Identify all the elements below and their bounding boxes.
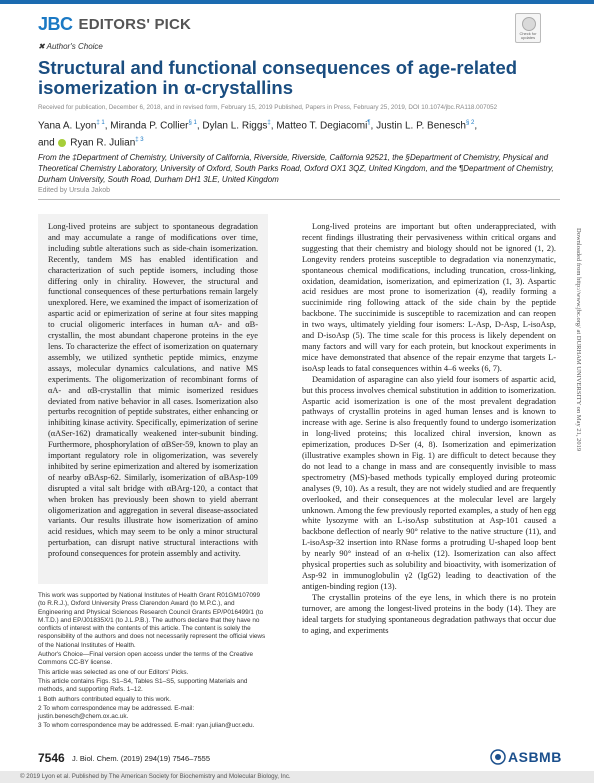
badge-caption: Check for updates [519,31,537,40]
divider [38,199,560,200]
journal-citation: J. Biol. Chem. (2019) 294(19) 7546–7555 [72,754,211,763]
asbmb-logo-icon [490,749,506,765]
supplementary-note[interactable]: This article contains Figs. S1–S4, Tables S1–S5, supporting Materials and methods, and supporting Refs. 1–12. [38,677,248,694]
update-icon [522,17,536,31]
journal-logo: JBC [38,14,73,34]
orcid-icon[interactable] [58,139,66,147]
received-dates: Received for publication, December 6, 2018, and in revised form, February 15, 2019 Published, Papers in Press, February 25, 2019, DOI 10.1074/jbc.RA118.007052 [38,104,498,111]
body-text [302,222,556,636]
body-paragraph: Deamidation of asparagine can also yield four isomers of aspartic acid, but this process involves chemical substitution in addition to isomerization. Aspartic acid isomerization is one of the most prevalent degradation pathways of crystallin proteins in aged human lenses and is known to increase with age. Serine is also frequently found to undergo isomerization in long-lived proteins; this localized chiral inversion, known as epimerization, produces D-Ser (4, 8). Isomerization and epimerization (illustrative examples shown in Fig. 1) are difficult to detect because they do not lead to a change in mass and are consequently invisible to mass spectrometry (MS)-based methods typically employed during proteomic analyses (9, 10). As a result, they are not widely studied and are frequently overlooked, and their consequences at the molecular level are largely unknown. Among the few previously reported examples, a study of hen egg white lysozyme with an L-isoAsp substitution at Asp-101 caused a backbone deflection of nearly 90° relative to the native structure (11), and L-isoAsp-32 insertion into RNase forms a protruding U-shaped loop bent by nearly 90° instead of an α-helix (12). Isomerization can also affect physical properties such as solubility and bioactivity, with isomerization of Asp-92 in immunoglobulin γ2 (IgG2) leading to deactivation of the antigen-binding region (13). [302,374,556,591]
copyright-bar [0,771,594,783]
body-paragraph: The crystallin proteins of the eye lens, in which there is no protein turnover, are among the longest-lived proteins in the body (14). They are ideal targets for studying spontaneous degradation pathways that occur due to aging, and experiments [302,592,556,635]
publisher-logo: ASBMB [508,749,562,765]
article-title: Structural and functional consequences of age-related isomerization in α-crystallins [38,57,518,98]
author-name[interactable]: Ryan R. Julian [70,137,136,149]
author-name[interactable]: Matteo T. Degiacomi [276,120,368,132]
body-paragraph: Long-lived proteins are important but often underappreciated, with recent findings illustrating their pervasiveness within critical organs and suggesting that their chemistry and biology should not be ignored (1, 2). Longevity renders proteins susceptible to degradation via nonenzymatic, spontaneous chemical modifications, including truncation, cross-linking, oxidation, deamidation, isomerization, and epimerization (1, 3). Aspartic acid residues are most prone to isomerization (4), readily forming a succinimide ring following attack of the side chain by the peptide backbone. The succinimide is susceptible to racemization and can reopen in two ways, ultimately yielding four isomers: L-Asp, D-Asp, L-isoAsp, and D-isoAsp (5). The time scale for this process is likely dependent on many factors and will vary for each protein, but knockout experiments in mice have demonstrated that absence of the repair enzyme that targets L-isoAsp leads to fatal consequences within 4–6 weeks (6, 7). [302,222,556,373]
author-name[interactable]: Dylan L. Riggs [202,120,268,132]
author-name[interactable]: Yana A. Lyon [38,120,97,132]
top-accent-bar [0,0,594,4]
abstract-box [38,214,268,584]
author-choice-note: Author's Choice—Final version open access under the terms of the Creative Commons CC-BY license. [38,651,254,667]
copyright-text: © 2019 Lyon et al. Published by The American Society for Biochemistry and Molecular Biology, Inc. [20,773,291,780]
journal-header [38,14,191,35]
section-label: EDITORS' PICK [78,16,192,33]
open-access-icon: ✖ [38,42,47,51]
author-name[interactable]: Justin L. P. Benesch [376,120,466,132]
check-for-updates-badge[interactable] [515,13,541,43]
author-name[interactable]: Miranda P. Collier [110,120,189,132]
download-notice[interactable]: Downloaded from http://www.jbc.org/ at DURHAM UNIVERSITY on May 21, 2019 [575,228,582,452]
footnotes [38,592,268,732]
footnote-3[interactable]: 3 To whom correspondence may be addressed. E-mail: ryan.julian@ucr.edu. [38,722,255,730]
author-list: Yana A. Lyon$^{\ddagger 1}$, Miranda P. Collier$^{\S 1}$, Dylan L. Riggs‡, Matteo T. Degiacomi¶, Justin L. P. Benesch$^{\S 2}$, and Ryan R. Julian$^{\ddagger 3}$ [38,120,478,149]
abstract-text: Long-lived proteins are subject to spontaneous degradation and may accumulate a range of modifications over time, including subtle alterations such as side-chain isomerization. Recently, tandem MS has enabled identification and characterization of such peptide isomers, including those differing only in chirality. However, the structural and functional consequences of these perturbations remain largely unexplored. Here, we examined the impact of isomerization of aspartic acid or epimerization of serine at four sites mapping to crucial oligomeric interfaces in human αA- and αB-crystallin, the most abundant chaperone proteins in the eye lens. To characterize the effect of isomerization on quaternary assembly, we utilized synthetic peptide mimics, enzyme assays, molecular dynamics calculations, and native MS experiments. The oligomerization of recombinant forms of αA- and αB-crystallin that mimic isomerized residues deviated from native behavior in all cases. Isomerization also perturbs recognition of peptide substrates, either enhancing or inhibiting kinase activity. Specifically, epimerization of serine (αASer-162) dramatically weakened inter-subunit binding. Furthermore, phosphorylation of αBSer-59, known to play an important regulatory role in oligomerization, was severely inhibited by serine epimerization and altered by isomerization of nearby αBAsp-62. Similarly, isomerization of αBAsp-109 disrupted a vital salt bridge with αBArg-120, a contact that when broken has previously been shown to yield aberrant oligomerization and aggregation in several disease-associated variants. Our results illustrate how isomerization of amino acid residues, which may seem to be only a minor structural perturbation, can disrupt native structural interactions with profound consequences for protein assembly and activity. [48,222,258,559]
footnote-1: 1 Both authors contributed equally to this work. [38,695,171,703]
affiliations: From the ‡Department of Chemistry, University of California, Riverside, Riverside, California 92521, the §Department of Chemistry, Physical and Theoretical Chemistry Laboratory, University of Oxford, South Parks Road, Oxford OX1 3QZ, United Kingdom, and the ¶Department of Chemistry, Durham University, South Road, Durham DH1 3LE, United Kingdom [38,153,554,184]
download-sidebar [572,228,584,558]
edited-by: Edited by Ursula Jakob [38,187,110,194]
author-choice-label: ✖ Author's Choice [38,42,103,51]
editors-pick-note: This article was selected as one of our Editors' Picks. [38,668,189,676]
funding-note: This work was supported by National Institutes of Health Grant R01GM107099 (to R.R.J.), Oxford University Press Clarendon Award (to M.P.C.), and Engineering and Physical Sciences Research Council Grants EP/P016499/1 (to M.T.D.) and EP/J01835X/1 (to J.L.P.B.). The authors declare that they have no conflicts of interest with the contents of this article. The content is solely the responsibility of the authors and does not necessarily represent the official views of the National Institutes of Health. [38,592,266,649]
page-number: 7546 [38,751,65,765]
footnote-2[interactable]: 2 To whom correspondence may be addressed. E-mail: justin.benesch@chem.ox.ac.uk. [38,704,195,721]
